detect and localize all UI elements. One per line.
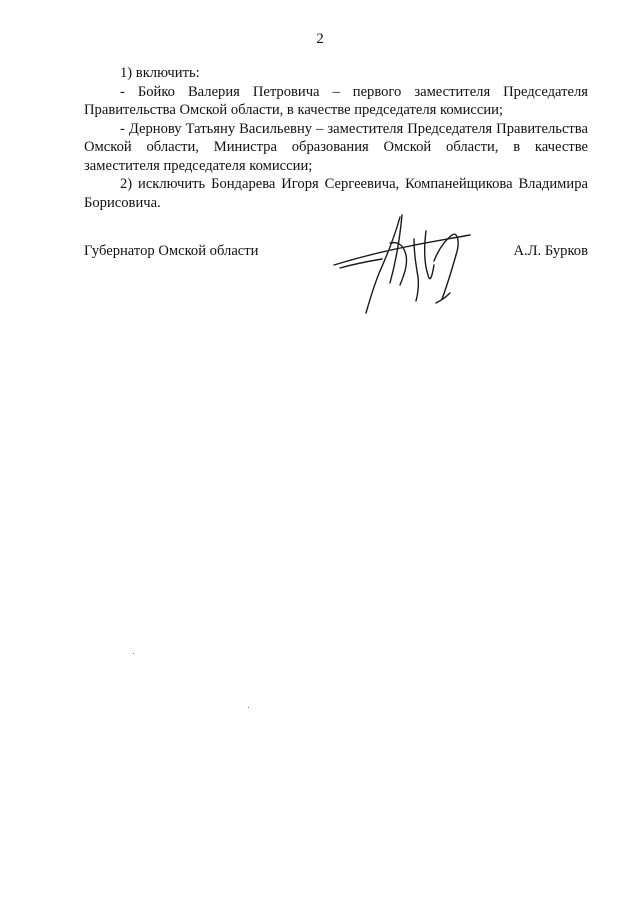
- document-body: [84, 64, 588, 212]
- handwritten-signature-icon: [330, 213, 490, 318]
- item-include: 1) включить:: [120, 65, 200, 81]
- item-exclude: 2) исключить Бондарева Игоря Сергеевича, Компанейщикова Владимира Борисовича.: [84, 176, 588, 211]
- signature-block: [84, 240, 588, 320]
- signer-position: Губернатор Омской области: [84, 243, 259, 259]
- item-boyko: - Бойко Валерия Петровича – первого заместителя Председателя Правительства Омской области, в качестве председателя комиссии;: [84, 83, 588, 118]
- signer-name: А.Л. Бурков: [513, 243, 588, 259]
- item-dernova: - Дернову Татьяну Васильевну – заместителя Председателя Правительства Омской области, Министра образования Омской области, в качестве заместителя председателя комиссии;: [84, 120, 588, 174]
- scan-speck: [248, 707, 249, 708]
- page-number: 2: [316, 31, 324, 47]
- scan-speck: [133, 653, 134, 654]
